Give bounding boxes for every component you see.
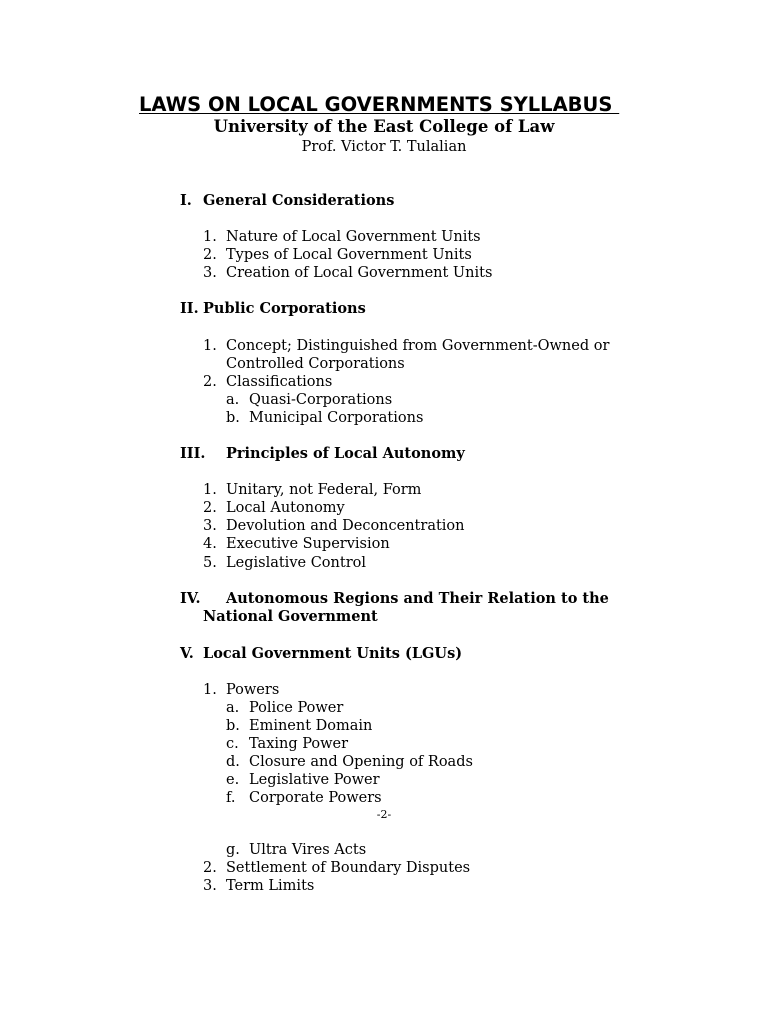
section-heading-continued: National Government <box>203 608 378 625</box>
item-text: Local Autonomy <box>226 500 345 516</box>
item-number: 2. <box>203 247 217 263</box>
item-number: 1. <box>203 229 217 245</box>
page-number: -2- <box>376 808 392 821</box>
item-number: 3. <box>203 878 217 894</box>
subitem-text: Eminent Domain <box>249 718 373 734</box>
section-numeral: IV. <box>180 590 201 607</box>
item-text: Nature of Local Government Units <box>226 229 481 245</box>
subitem-text: Legislative Power <box>249 772 380 788</box>
subitem-text: Police Power <box>249 700 344 716</box>
item-number: 2. <box>203 500 217 516</box>
item-text: Legislative Control <box>226 555 366 571</box>
subitem-letter: f. <box>226 790 236 806</box>
document-subtitle: University of the East College of Law <box>213 117 555 136</box>
item-number: 2. <box>203 374 217 390</box>
subitem-text: Taxing Power <box>249 736 349 752</box>
subitem-letter: c. <box>226 736 239 752</box>
item-text-continued: Controlled Corporations <box>226 356 405 372</box>
item-text: Term Limits <box>226 878 315 894</box>
item-text: Types of Local Government Units <box>226 247 472 263</box>
item-number: 3. <box>203 265 217 281</box>
section-heading: Public Corporations <box>203 300 366 317</box>
section-numeral: III. <box>180 445 206 462</box>
item-text: Executive Supervision <box>226 536 390 552</box>
subitem-letter: b. <box>226 718 240 734</box>
subitem-text: Closure and Opening of Roads <box>249 754 473 770</box>
section-numeral: V. <box>180 645 194 662</box>
item-number: 3. <box>203 518 217 534</box>
item-text: Powers <box>226 682 280 698</box>
subitem-letter: b. <box>226 410 240 426</box>
item-text: Unitary, not Federal, Form <box>226 482 422 498</box>
subitem-text: Municipal Corporations <box>249 410 424 426</box>
section-numeral: I. <box>180 192 192 209</box>
item-number: 1. <box>203 338 217 354</box>
subitem-letter: g. <box>226 842 240 858</box>
subitem-letter: e. <box>226 772 240 788</box>
subitem-letter: d. <box>226 754 240 770</box>
item-number: 1. <box>203 482 217 498</box>
subitem-letter: a. <box>226 392 240 408</box>
document-title: LAWS ON LOCAL GOVERNMENTS SYLLABUS <box>139 93 620 116</box>
item-text: Concept; Distinguished from Government-Owned or <box>226 338 610 354</box>
section-heading: Local Government Units (LGUs) <box>203 645 463 662</box>
item-text: Creation of Local Government Units <box>226 265 493 281</box>
item-number: 5. <box>203 555 217 571</box>
item-text: Settlement of Boundary Disputes <box>226 860 471 876</box>
subitem-letter: a. <box>226 700 240 716</box>
item-text: Classifications <box>226 374 333 390</box>
section-heading: Autonomous Regions and Their Relation to the <box>226 590 609 607</box>
subitem-text: Ultra Vires Acts <box>249 842 367 858</box>
section-numeral: II. <box>180 300 199 317</box>
item-text: Devolution and Deconcentration <box>226 518 465 534</box>
item-number: 1. <box>203 682 217 698</box>
subitem-text: Quasi-Corporations <box>249 392 393 408</box>
professor-name: Prof. Victor T. Tulalian <box>301 139 467 155</box>
item-number: 4. <box>203 536 217 552</box>
subitem-text: Corporate Powers <box>249 790 382 806</box>
section-heading: General Considerations <box>203 192 395 209</box>
section-heading: Principles of Local Autonomy <box>226 445 465 462</box>
item-number: 2. <box>203 860 217 876</box>
